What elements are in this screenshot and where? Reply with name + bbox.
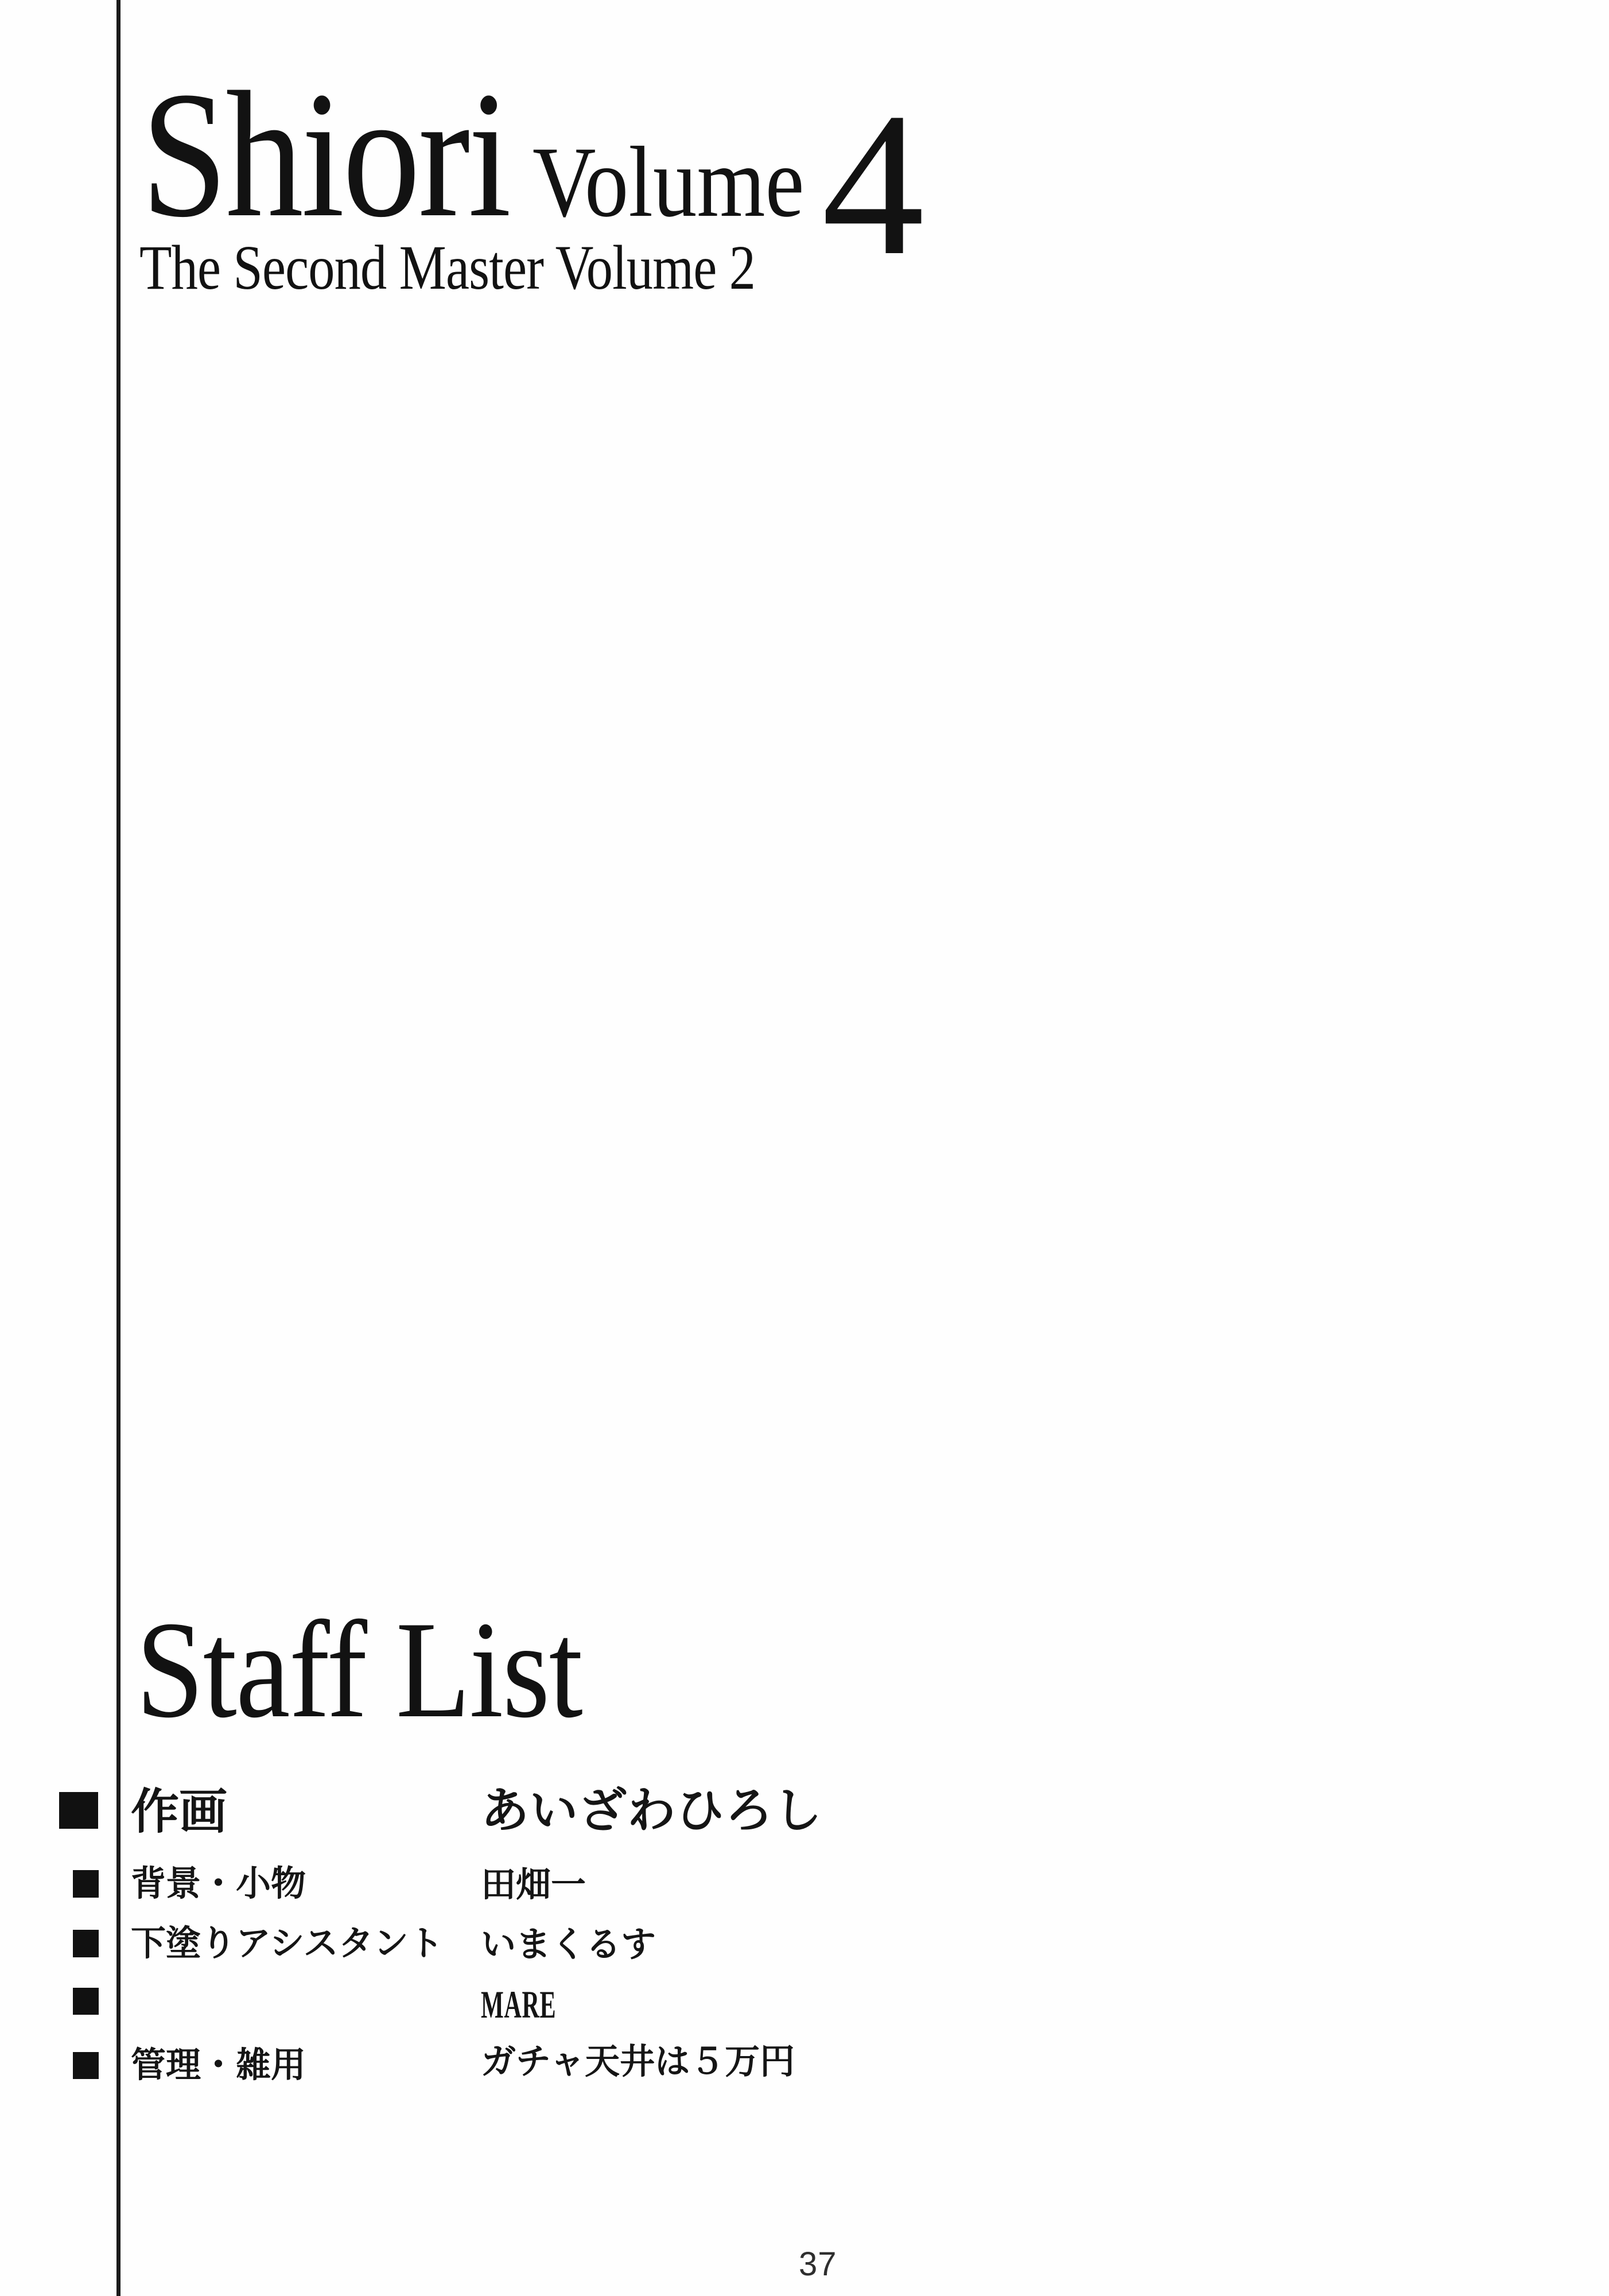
bullet-square-icon	[73, 1988, 99, 2015]
staff-role-label-3: 下塗りアシスタント	[131, 1925, 444, 1963]
staff-name-value-1: あいざわひろし	[481, 1785, 823, 1838]
left-margin-rule	[116, 0, 121, 2296]
book-title-volume-number: 4	[822, 71, 924, 298]
staff-name-value-2: 田畑一	[481, 1866, 586, 1905]
book-title-volume-word: Volume	[533, 126, 804, 238]
page-number: 37	[799, 2245, 837, 2283]
staff-role-label-5: 管理・雑用	[131, 2046, 306, 2085]
staff-role-label-1: 作画	[131, 1786, 228, 1839]
bullet-square-icon	[73, 1870, 99, 1898]
bullet-square-icon	[59, 1792, 98, 1829]
staff-name-value-4: MARE	[481, 1983, 557, 2026]
book-title: Shiori	[141, 55, 510, 255]
staff-name-value-5: ガチャ天井は５万円	[481, 2043, 795, 2081]
bullet-square-icon	[73, 2052, 99, 2079]
book-subtitle: The Second Master Volume 2	[139, 232, 756, 302]
staff-name-value-3: いまくるす	[481, 1926, 656, 1964]
bullet-square-icon	[73, 1930, 99, 1957]
staff-list-heading: Staff List	[136, 1593, 582, 1747]
staff-role-label-2: 背景・小物	[131, 1865, 306, 1903]
